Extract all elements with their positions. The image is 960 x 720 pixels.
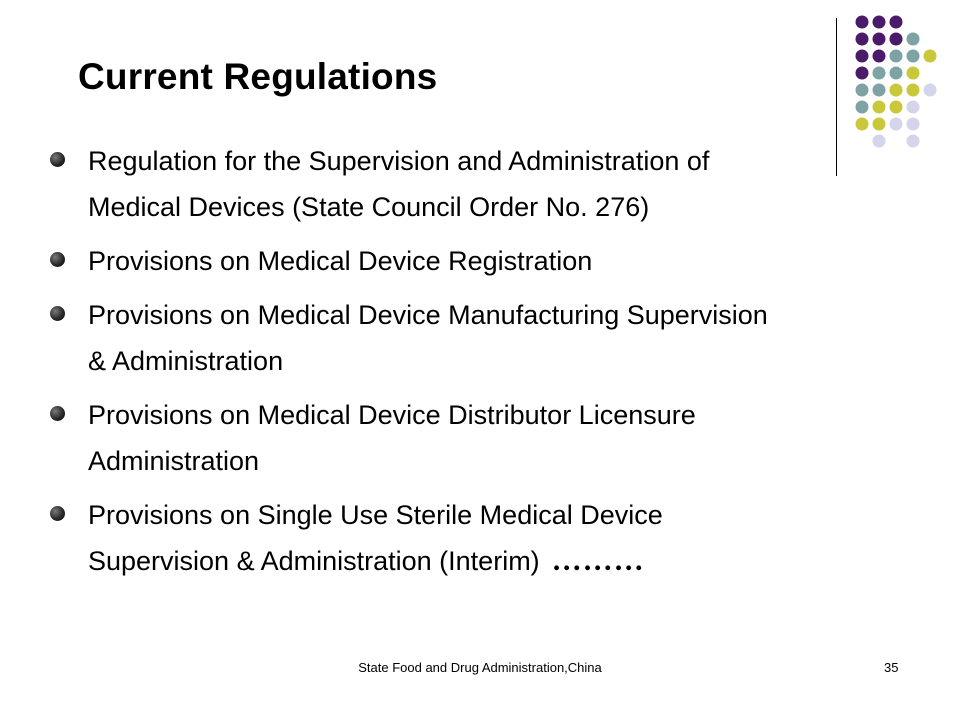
decorative-dot	[856, 33, 869, 46]
bullet-text-line: Medical Devices (State Council Order No. 276)	[88, 192, 650, 222]
bullet-text-segment: Supervision & Administration (Interim)	[88, 546, 540, 576]
bullet-marker-icon	[50, 152, 65, 167]
decorative-dot	[907, 67, 920, 80]
decorative-dot	[873, 50, 886, 63]
bullet-text-line: Provisions on Medical Device Distributor Licensure	[88, 400, 696, 430]
ellipsis-text: ………	[551, 544, 645, 577]
decorative-dot	[907, 84, 920, 97]
decorative-dot	[856, 101, 869, 114]
bullet-text-line: Administration	[88, 446, 260, 476]
bullet-text-line	[88, 538, 930, 584]
bullet-text-line: & Administration	[88, 346, 284, 376]
decorative-dot	[873, 101, 886, 114]
decorative-dot	[873, 84, 886, 97]
bullet-item-3	[0, 292, 960, 384]
decorative-dot	[856, 50, 869, 63]
bullet-marker-icon	[50, 506, 65, 521]
bullet-marker-icon	[50, 406, 65, 421]
decorative-dot	[856, 118, 869, 131]
bullet-item-5	[0, 492, 960, 584]
slide-footer: State Food and Drug Administration,China	[358, 660, 602, 675]
decorative-dot	[907, 50, 920, 63]
bullet-marker-icon	[50, 306, 65, 321]
decorative-dot	[907, 118, 920, 131]
decorative-dot	[856, 67, 869, 80]
bullet-text-line: Provisions on Medical Device Registration	[88, 246, 593, 276]
decorative-dot	[890, 16, 903, 29]
decorative-dot	[873, 118, 886, 131]
decorative-dot	[907, 33, 920, 46]
decorative-dot	[890, 50, 903, 63]
bullet-marker-icon	[50, 252, 65, 267]
decorative-dot	[873, 67, 886, 80]
decorative-dot	[890, 33, 903, 46]
page-number: 35	[884, 660, 899, 675]
decorative-dot	[890, 84, 903, 97]
decorative-dot	[856, 84, 869, 97]
decorative-dot	[924, 50, 937, 63]
bullet-item-2	[0, 238, 960, 284]
bullet-text-line: Regulation for the Supervision and Administration of	[88, 146, 710, 176]
decorative-dot	[873, 33, 886, 46]
decorative-dot	[890, 67, 903, 80]
bullet-item-4	[0, 392, 960, 484]
slide-title: Current Regulations	[78, 56, 438, 97]
bullet-item-1	[0, 138, 960, 230]
bullet-text-line: Provisions on Medical Device Manufacturing Supervision	[88, 300, 768, 330]
decorative-dot	[907, 101, 920, 114]
decorative-dot	[856, 16, 869, 29]
bullet-text-line: Provisions on Single Use Sterile Medical Device	[88, 500, 663, 530]
bullet-list	[0, 138, 960, 592]
decorative-dot	[873, 16, 886, 29]
decorative-dot	[924, 84, 937, 97]
decorative-dot	[890, 118, 903, 131]
decorative-dot	[890, 101, 903, 114]
